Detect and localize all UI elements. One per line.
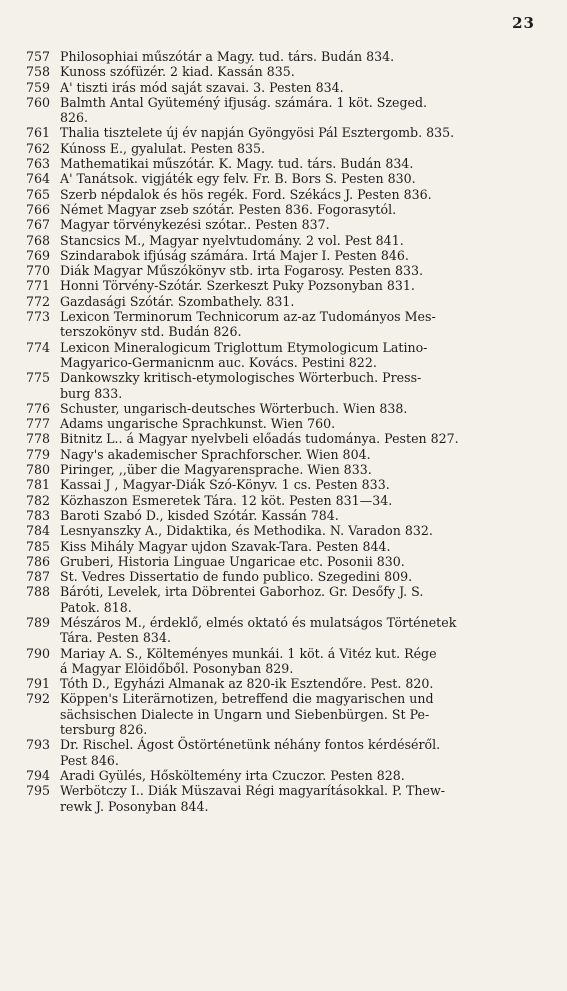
list-item: [26, 202, 554, 217]
list-item: [26, 462, 554, 477]
entry-line: Köppen's Literärnotizen, betreffend die magyarischen und: [60, 691, 434, 707]
list-item: [26, 768, 554, 783]
entry-number: 789: [26, 614, 51, 630]
list-item: [26, 676, 554, 691]
entry-text: [60, 202, 396, 217]
entry-text: [60, 141, 265, 156]
list-item: [26, 80, 554, 95]
entry-text: [60, 646, 437, 677]
entry-line: á Magyar Elöidőből. Posonyban 829.: [60, 660, 294, 676]
entry-number: 776: [26, 400, 51, 416]
entry-number: 762: [26, 140, 51, 156]
entry-text: [60, 676, 433, 691]
list-item: [26, 477, 554, 492]
entry-text: [60, 370, 421, 401]
list-item: [26, 737, 554, 768]
entry-line: Tára. Pesten 834.: [60, 630, 171, 646]
list-item: [26, 447, 554, 462]
entry-number: 759: [26, 79, 51, 95]
entry-text: [60, 539, 391, 554]
list-item: [26, 340, 554, 371]
list-item: [26, 263, 554, 278]
entry-text: [60, 508, 339, 523]
entry-line: Honni Törvény-Szótár. Szerkeszt Puky Pozsonyban 831.: [60, 278, 415, 294]
entry-line: Mészáros M., érdeklő, elmés oktató és mulatságos Történetek: [60, 614, 457, 630]
entry-text: [60, 462, 372, 477]
entry-line: Kúnoss E., gyalulat. Pesten 835.: [60, 140, 265, 156]
list-item: [26, 569, 554, 584]
list-item: [26, 783, 554, 814]
entry-line: Nagy's akademischer Sprachforscher. Wien 804.: [60, 446, 371, 462]
entry-number: 784: [26, 523, 51, 539]
entry-line: Kunoss szófüzér. 2 kiad. Kassán 835.: [60, 64, 295, 80]
list-item: [26, 416, 554, 431]
entry-number: 783: [26, 507, 51, 523]
entry-text: [60, 615, 456, 646]
entry-number: 788: [26, 584, 51, 600]
entry-line: Schuster, ungarisch-deutsches Wörterbuch. Wien 838.: [60, 400, 408, 416]
entry-text: [60, 217, 330, 232]
list-item: [26, 646, 554, 677]
list-item: [26, 493, 554, 508]
list-item: [26, 431, 554, 446]
entry-number: 765: [26, 186, 51, 202]
entry-line: Lexicon Mineralogicum Triglottum Etymologicum Latino-: [60, 339, 428, 355]
entry-line: Baroti Szabó D., kisded Szótár. Kassán 784.: [60, 507, 339, 523]
list-item: [26, 523, 554, 538]
entry-number: 764: [26, 171, 51, 187]
entry-text: [60, 554, 405, 569]
entry-text: [60, 737, 440, 768]
entry-line: sächsischen Dialecte in Ungarn und Siebenbürgen. St Pe-: [60, 706, 430, 722]
list-item: [26, 187, 554, 202]
entry-line: rewk J. Posonyban 844.: [60, 798, 209, 814]
entry-text: [60, 294, 294, 309]
page-number: 23: [512, 14, 535, 32]
entry-text: [60, 248, 409, 263]
entry-line: Kassai J , Magyar-Diák Szó-Könyv. 1 cs. Pesten 833.: [60, 477, 390, 493]
entry-text: [60, 569, 412, 584]
entry-line: Balmth Antal Gyüteméný ifjuság. számára. 1 köt. Szeged.: [60, 94, 428, 110]
entry-text: [60, 64, 295, 79]
entry-line: Werbötczy I.. Diák Müszavai Régi magyarításokkal. P. Thew-: [60, 783, 445, 799]
entry-number: 775: [26, 370, 51, 386]
entry-text: [60, 156, 413, 171]
entry-text: [60, 584, 423, 615]
entry-line: Gruberi, Historia Linguae Ungaricae etc. Posonii 830.: [60, 553, 405, 569]
entry-number: 767: [26, 217, 51, 233]
entry-text: [60, 493, 392, 508]
list-item: [26, 95, 554, 126]
list-item: [26, 539, 554, 554]
entry-line: Mathematikai műszótár. K. Magy. tud. társ. Budán 834.: [60, 156, 414, 172]
entry-text: [60, 309, 436, 340]
entry-text: [60, 95, 427, 126]
entry-number: 772: [26, 293, 51, 309]
list-item: [26, 156, 554, 171]
entry-number: 758: [26, 64, 51, 80]
entry-number: 774: [26, 339, 51, 355]
entry-text: [60, 431, 459, 446]
entry-number: 785: [26, 538, 51, 554]
entry-line: 826.: [60, 110, 89, 126]
entry-number: 773: [26, 309, 51, 325]
entry-number: 777: [26, 416, 51, 432]
entry-text: [60, 49, 394, 64]
entry-number: 791: [26, 676, 51, 692]
entry-line: Diák Magyar Műszókönyv stb. irta Fogarosy. Pesten 833.: [60, 263, 424, 279]
entry-number: 779: [26, 446, 51, 462]
entry-line: Magyar törvénykezési szótar.. Pesten 837.: [60, 217, 330, 233]
entry-text: [60, 401, 407, 416]
entry-line: terszokönyv std. Budán 826.: [60, 324, 242, 340]
list-item: [26, 584, 554, 615]
entry-number: 757: [26, 49, 51, 64]
entry-number: 769: [26, 247, 51, 263]
entry-number: 780: [26, 462, 51, 478]
entry-line: Dr. Rischel. Ágost Östörténetünk néhány fontos kérdéséről.: [60, 737, 441, 753]
entry-number: 771: [26, 278, 51, 294]
entry-number: 778: [26, 431, 51, 447]
entry-number: 787: [26, 569, 51, 585]
entry-number: 770: [26, 263, 51, 279]
entry-number: 782: [26, 492, 51, 508]
entry-text: [60, 783, 445, 814]
entry-number: 760: [26, 94, 51, 110]
entry-text: [60, 447, 371, 462]
list-item: [26, 278, 554, 293]
list-item: [26, 49, 554, 64]
entry-number: 790: [26, 645, 51, 661]
entry-number: 761: [26, 125, 51, 141]
entry-text: [60, 768, 405, 783]
list-item: [26, 615, 554, 646]
entry-text: [60, 233, 404, 248]
list-item: [26, 64, 554, 79]
entry-line: Dankowszky kritisch-etymologisches Wörterbuch. Press-: [60, 370, 422, 386]
entry-text: [60, 416, 335, 431]
entry-line: Philosophiai műszótár a Magy. tud. társ. Budán 834.: [60, 49, 395, 64]
entry-line: St. Vedres Dissertatio de fundo publico. Szegedini 809.: [60, 569, 413, 585]
entry-line: A' tiszti irás mód saját szavai. 3. Pesten 834.: [60, 79, 344, 95]
entry-number: 793: [26, 737, 51, 753]
list-item: [26, 309, 554, 340]
entry-line: Adams ungarische Sprachkunst. Wien 760.: [60, 416, 336, 432]
entry-line: Aradi Gyülés, Hősköltemény irta Czuczor. Pesten 828.: [60, 767, 405, 783]
entry-line: Szerb népdalok és hös regék. Ford. Székács J. Pesten 836.: [60, 186, 432, 202]
entry-number: 794: [26, 767, 51, 783]
entry-text: [60, 477, 390, 492]
entry-text: [60, 523, 433, 538]
entry-number: 786: [26, 553, 51, 569]
entry-text: [60, 187, 432, 202]
entry-line: Thalia tisztelete új év napján Gyöngyösi Pál Esztergomb. 835.: [60, 125, 455, 141]
entry-number: 792: [26, 691, 51, 707]
entry-line: Patok. 818.: [60, 599, 132, 615]
entry-number: 766: [26, 201, 51, 217]
entry-line: Piringer, ,,über die Magyarensprache. Wien 833.: [60, 462, 372, 478]
entry-line: Magyarico-Germanicnm auc. Kovács. Pestini 822.: [60, 354, 377, 370]
list-item: [26, 171, 554, 186]
entry-line: Közhaszon Esmeretek Tára. 12 köt. Pesten 831—34.: [60, 492, 393, 508]
entry-line: Mariay A. S., Költeményes munkái. 1 köt. á Vitéz kut. Rége: [60, 645, 437, 661]
entry-line: Lexicon Terminorum Technicorum az-az Tudományos Mes-: [60, 309, 436, 325]
entry-line: Stancsics M., Magyar nyelvtudomány. 2 vol. Pest 841.: [60, 232, 404, 248]
entry-number: 763: [26, 156, 51, 172]
entry-line: tersburg 826.: [60, 722, 148, 738]
entry-number: 795: [26, 783, 51, 799]
entry-line: burg 833.: [60, 385, 123, 401]
entry-line: Tóth D., Egyházi Almanak az 820-ik Esztendőre. Pest. 820.: [60, 676, 434, 692]
list-item: [26, 554, 554, 569]
list-item: [26, 691, 554, 737]
entry-text: [60, 691, 434, 737]
entry-line: Pest 846.: [60, 752, 119, 768]
list-item: [26, 401, 554, 416]
list-item: [26, 141, 554, 156]
list-item: [26, 217, 554, 232]
list-item: [26, 294, 554, 309]
list-item: [26, 125, 554, 140]
entry-text: [60, 278, 415, 293]
list-item: [26, 233, 554, 248]
entry-line: A' Tanátsok. vigjáték egy felv. Fr. B. Bors S. Pesten 830.: [60, 171, 416, 187]
entry-line: Báróti, Levelek, irta Döbrentei Gaborhoz. Gr. Desőfy J. S.: [60, 584, 424, 600]
entry-list: [26, 49, 554, 814]
entry-text: [60, 263, 423, 278]
list-item: [26, 508, 554, 523]
entry-line: Gazdasági Szótár. Szombathely. 831.: [60, 293, 295, 309]
entry-line: Német Magyar zseb szótár. Pesten 836. Fogorasytól.: [60, 201, 397, 217]
entry-text: [60, 171, 416, 186]
entry-line: Kiss Mihály Magyar ujdon Szavak-Tara. Pesten 844.: [60, 538, 391, 554]
entry-line: Szindarabok ifjúság számára. Irtá Majer I. Pesten 846.: [60, 247, 409, 263]
entry-line: Lesnyanszky A., Didaktika, és Methodika. N. Varadon 832.: [60, 523, 433, 539]
list-item: [26, 370, 554, 401]
list-item: [26, 248, 554, 263]
entry-text: [60, 340, 427, 371]
entry-line: Bitnitz L.. á Magyar nyelvbeli előadás tudománya. Pesten 827.: [60, 431, 459, 447]
entry-number: 781: [26, 477, 51, 493]
entry-number: 768: [26, 232, 51, 248]
entry-text: [60, 80, 344, 95]
entry-text: [60, 125, 454, 140]
